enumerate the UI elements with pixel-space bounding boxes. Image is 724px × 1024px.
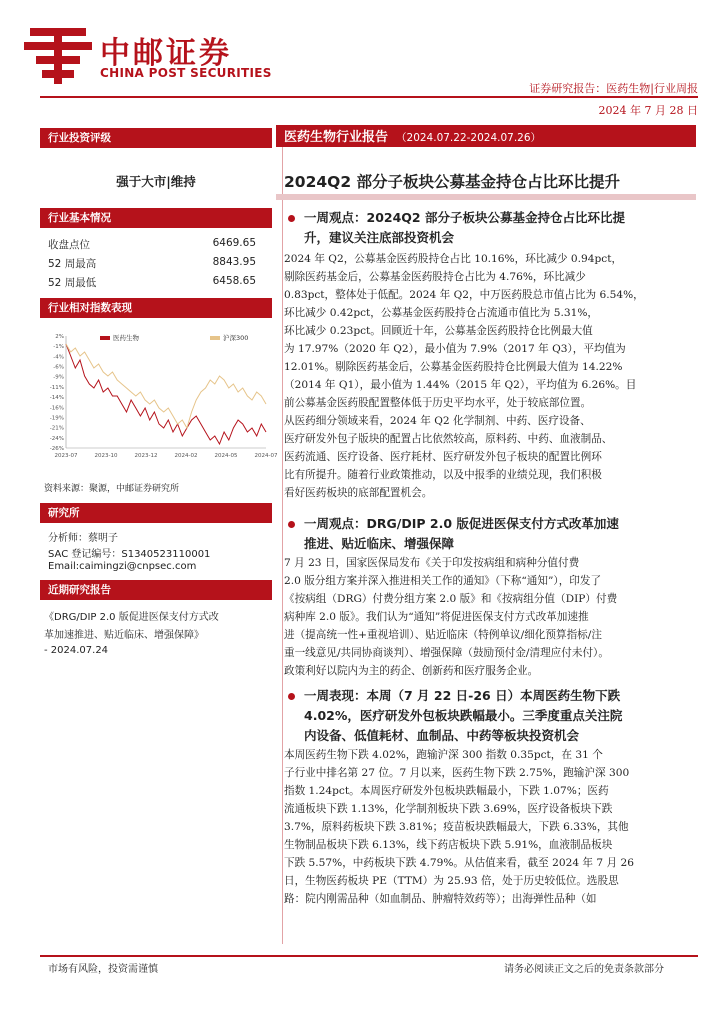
heading-line: 推进、贴近临床、增强保障 — [304, 536, 455, 551]
paragraph-drg-dip — [284, 554, 696, 680]
recent-report-title[interactable]: 《DRG/DIP 2.0 版促进医保支付方式改 — [44, 612, 219, 623]
para-line: 2.0 版分组方案并深入推进相关工作的通知》（下称“通知”），印发了 — [284, 575, 602, 587]
para-line: 进（提高统一性+重视培训）、贴近临床（特例单议/细化预算指标/注 — [284, 629, 602, 641]
basics-row — [48, 256, 256, 272]
heading-line: 升，建议关注底部投资机会 — [304, 230, 455, 245]
basics-header: 行业基本情况 — [40, 208, 272, 228]
basics-label: 52 周最低 — [48, 277, 97, 289]
y-tick-label: -21% — [49, 425, 64, 432]
para-line: 看好医药板块的底部配置机会。 — [284, 487, 433, 499]
china-post-logo-icon — [24, 24, 92, 86]
para-line: 为 17.97%（2020 年 Q2），最小值为 7.9%（2017 年 Q3），平均值为 — [284, 343, 626, 355]
series-line-0 — [66, 344, 266, 444]
x-tick-label: 2023-10 — [94, 453, 118, 459]
para-line: 0.83pct，整体处于低配。2024 年 Q2，中万医药股总市值占比为 6.54%， — [284, 289, 644, 301]
rating-value: 强于大市|维持 — [116, 174, 196, 189]
para-line: 路：院内刚需品种（如血制品、肿瘤特效药等）；出海弹性品种（如 — [284, 893, 597, 905]
x-tick-label: 2023-07 — [54, 453, 78, 459]
heading-line: 一周表现：本周（7 月 22 日-26 日）本周医药生物下跌 — [304, 688, 621, 703]
header-divider — [40, 96, 698, 98]
analyst-name: 分析师：蔡明子 — [48, 533, 118, 544]
y-tick-label: -1% — [53, 344, 64, 351]
recent-header: 近期研究报告 — [40, 580, 272, 600]
para-line: 政策利好以院内为主的药企、创新药和医疗服务企业。 — [284, 665, 539, 677]
paragraph-weekly-performance — [284, 746, 696, 908]
report-date: 2024 年 7 月 28 日 — [598, 104, 698, 117]
para-line: 病种库 2.0 版》。我们认为“通知”将促进医保支付方式改革加速推 — [284, 611, 589, 623]
basics-value: 8843.95 — [212, 256, 256, 268]
section-period: （2024.07.22-2024.07.26） — [396, 132, 542, 144]
para-line: 12.01%。剔除医药基金后，公募基金医药股持仓比例最大值为 14.22% — [284, 361, 623, 373]
para-line: 医药流通、医疗设备、医疗耗材、医疗研发外包子板块的配置比例环 — [284, 451, 602, 463]
heading-line: 4.02%，医疗研发外包板块跌幅最小。三季度重点关注院 — [304, 708, 623, 723]
basics-row — [48, 275, 256, 291]
para-line: 2024 年 Q2，公募基金医药股持仓占比 10.16%，环比减少 0.94pct， — [284, 253, 623, 265]
basics-label: 收盘点位 — [48, 239, 90, 251]
paragraph-fund-holdings — [284, 250, 696, 502]
perf-header: 行业相对指数表现 — [40, 298, 272, 318]
brand-name-cn: 中邮证券 — [100, 36, 232, 71]
para-line: 比有所提升。随着行业政策推动，以及中报季的业绩兑现，我们积极 — [284, 469, 602, 481]
para-line: 重一线意见/共同协商谈判）、增强保障（鼓励预付金/清理应付未付）。 — [284, 647, 609, 659]
section-title: 医药生物行业报告 — [284, 130, 389, 145]
legend-swatch — [210, 336, 220, 340]
para-line: 日，生物医药板块 PE（TTM）为 25.93 倍，处于历史较低位。选股思 — [284, 875, 619, 887]
main-title: 2024Q2 部分子板块公募基金持仓占比环比提升 — [284, 173, 620, 191]
basics-row — [48, 237, 256, 253]
para-line: 3.7%，原料药板块下跌 3.81%；疫苗板块跌幅最大，下跌 6.33%，其他 — [284, 821, 629, 833]
x-tick-label: 2024-07 — [254, 453, 278, 459]
heading-drg-dip — [304, 514, 696, 554]
analyst-email: Email:caimingzi@cnpsec.com — [48, 561, 197, 572]
heading-weekly-performance — [304, 686, 696, 746]
heading-line: 内设备、低值耗材、血制品、中药等板块投资机会 — [304, 728, 580, 743]
x-tick-label: 2023-12 — [134, 453, 158, 459]
heading-line: 一周观点：2024Q2 部分子板块公募基金持仓占比环比提 — [304, 210, 625, 225]
legend-label: 沪深300 — [223, 334, 249, 342]
y-tick-label: -16% — [49, 405, 64, 412]
x-tick-label: 2024-05 — [214, 453, 238, 459]
y-tick-label: -24% — [49, 435, 64, 442]
bullet-icon — [288, 693, 295, 700]
basics-value: 6458.65 — [212, 275, 256, 287]
recent-report-date: - 2024.07.24 — [44, 645, 109, 656]
y-tick-label: -9% — [53, 374, 64, 381]
para-line: 环比减少 0.23pct。回顾近十年，公募基金医药股持仓比例最大值 — [284, 325, 593, 337]
para-line: 剔除医药基金后，公募基金医药股持仓占比为 4.76%，环比减少 — [284, 271, 586, 283]
y-tick-label: -6% — [53, 364, 64, 371]
x-tick-label: 2024-02 — [174, 453, 198, 459]
para-line: 7 月 23 日，国家医保局发布《关于印发按病组和病种分值付费 — [284, 557, 580, 569]
bullet-icon — [288, 521, 295, 528]
para-line: 下跌 5.57%，中药板块下跌 4.79%。从估值来看，截至 2024 年 7 月 26 — [284, 857, 634, 869]
y-tick-label: -11% — [49, 384, 64, 391]
para-line: 环比减少 0.42pct，公募基金医药股持仓占流通市值比为 5.31%， — [284, 307, 599, 319]
y-tick-label: -19% — [49, 415, 64, 422]
y-tick-label: 2% — [55, 334, 64, 340]
column-divider — [282, 128, 283, 944]
title-underline — [276, 194, 696, 200]
para-line: 《按病组（DRG）付费分组方案 2.0 版》和《按病组分值（DIP）付费 — [284, 593, 618, 605]
legend-swatch — [100, 336, 110, 340]
heading-line: 一周观点：DRG/DIP 2.0 版促进医保支付方式改革加速 — [304, 516, 619, 531]
legend-label: 医药生物 — [113, 334, 139, 342]
research-header: 研究所 — [40, 503, 272, 523]
basics-label: 52 周最高 — [48, 258, 97, 270]
para-line: （2014 年 Q1），最小值为 1.44%（2015 年 Q2），平均值为 6.26%。目 — [284, 379, 637, 391]
para-line: 前公募基金医药股配置整体低于历史平均水平，处于较底部位置。 — [284, 397, 592, 409]
heading-weekly-view — [304, 208, 696, 248]
rating-header: 行业投资评级 — [40, 128, 272, 148]
bullet-icon — [288, 215, 295, 222]
para-line: 从医药细分领域来看，2024 年 Q2 化学制剂、中药、医疗设备、 — [284, 415, 591, 427]
footer-disclaimer-note: 请务必阅读正文之后的免责条款部分 — [504, 964, 664, 975]
y-tick-label: -4% — [53, 354, 64, 361]
para-line: 本周医药生物下跌 4.02%，跑输沪深 300 指数 0.35pct，在 31 个 — [284, 749, 603, 761]
para-line: 生物制品板块下跌 6.13%，线下药店板块下跌 5.91%，血液制品板块 — [284, 839, 613, 851]
analyst-sac: SAC 登记编号：S1340523110001 — [48, 549, 211, 560]
basics-value: 6469.65 — [212, 237, 256, 249]
y-tick-label: -26% — [49, 446, 64, 452]
para-line: 流通板块下跌 1.13%，化学制剂板块下跌 3.69%，医疗设备板块下跌 — [284, 803, 613, 815]
footer-divider — [40, 955, 698, 957]
para-line: 子行业中排名第 27 位。7 月以来，医药生物下跌 2.75%，跑输沪深 300 — [284, 767, 630, 779]
recent-report-title-2[interactable]: 革加速推进、贴近临床、增强保障》 — [44, 630, 204, 641]
footer-risk-note: 市场有风险，投资需谨慎 — [48, 964, 158, 975]
chart-source: 资料来源：聚源，中邮证券研究所 — [44, 484, 180, 494]
series-line-1 — [66, 344, 266, 428]
y-tick-label: -14% — [49, 395, 64, 402]
section-bar — [276, 125, 696, 147]
para-line: 指数 1.24pct。本周医疗研发外包板块跌幅最小，下跌 1.07%；医药 — [284, 785, 609, 797]
para-line: 医疗研发外包子版块的配置占比依然较高，原料药、中药、血液制品、 — [284, 433, 613, 445]
relative-index-chart — [40, 328, 278, 468]
report-type: 证券研究报告：医药生物|行业周报 — [529, 82, 698, 95]
brand-name-en: CHINA POST SECURITIES — [100, 66, 272, 80]
